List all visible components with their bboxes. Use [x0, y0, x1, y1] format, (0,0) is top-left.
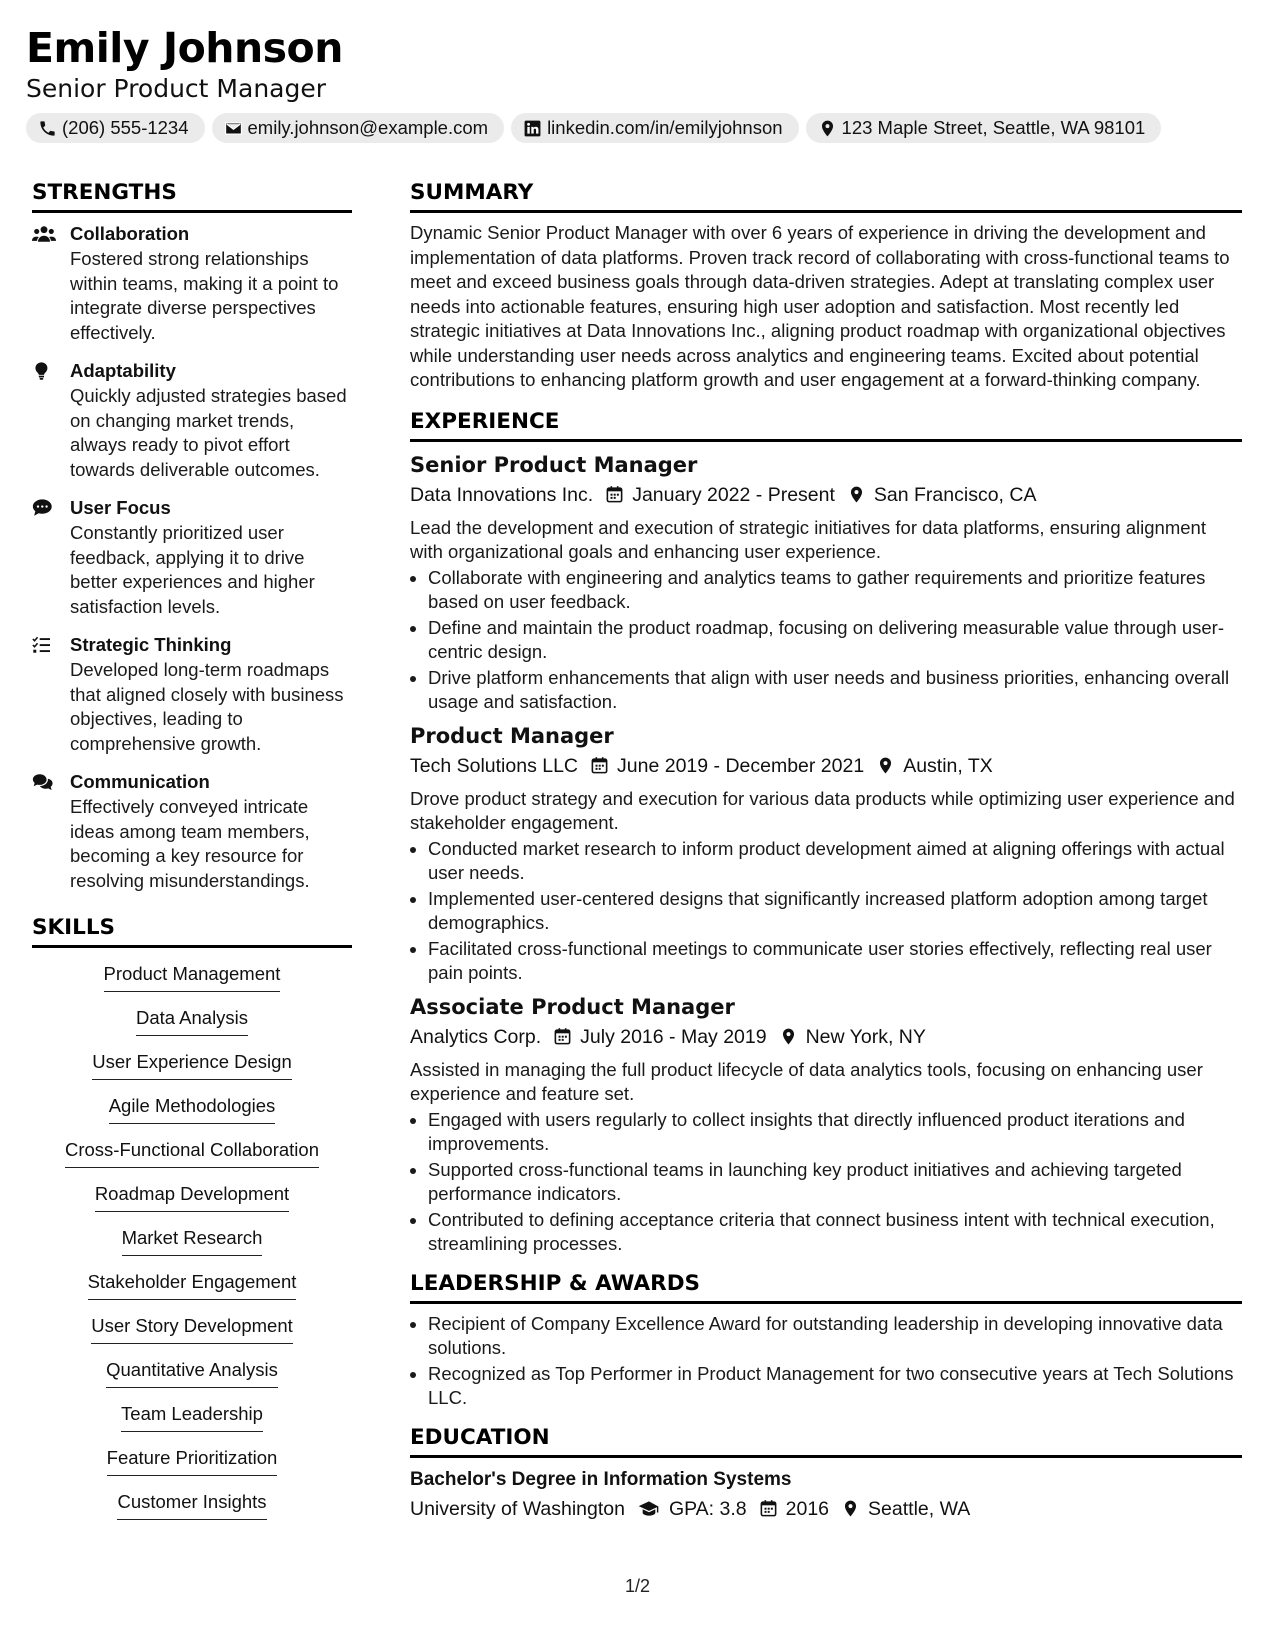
map-marker-icon [818, 119, 837, 138]
job-entry [410, 721, 1242, 986]
strength-desc: Fostered strong relationships within teams, making it a point to integrate diverse perspectives effectively. [70, 248, 339, 343]
skill-tag: Feature Prioritization [107, 1446, 278, 1476]
job-bullets [410, 1108, 1242, 1257]
strength-desc: Quickly adjusted strategies based on changing market trends, always ready to pivot effort towards deliverable outcomes. [70, 385, 347, 480]
job-bullet: • Conducted market research to inform product development aimed at aligning offerings with actual user needs. [428, 837, 1242, 886]
skill-tag: Market Research [122, 1226, 263, 1256]
strength-item [32, 221, 352, 345]
award-bullet: • Recognized as Top Performer in Product Management for two consecutive years at Tech Solutions LLC. [428, 1362, 1242, 1411]
summary-text: Dynamic Senior Product Manager with over 6 years of experience in driving the development and implementation of data platforms. Proven track record of collaborating with cross-functional teams to meet and exceed business goals through data-driven strategies. Adept at translating complex user needs into actionable features, ensuring high user adoption and satisfaction. Most recently led strategic initiatives at Data Innovations Inc., aligning product roadmap with organizational objectives while understanding user needs across analytics and engineering teams. Excited about potential contributions to enhancing platform growth and user engagement at a forward-thinking company. [410, 222, 1230, 390]
education-degree: Bachelor's Degree in Information Systems [410, 1468, 792, 1490]
job-bullet: • Supported cross-functional teams in launching key product initiatives and achieving targeted performance indicators. [428, 1158, 1242, 1207]
job-title: Senior Product Manager [410, 452, 698, 477]
job-company: Data Innovations Inc. [410, 483, 594, 506]
job-bullet: • Implemented user-centered designs that significantly increased platform adoption among target demographics. [428, 887, 1242, 936]
job-location: Austin, TX [903, 754, 993, 777]
strength-desc: Developed long-term roadmaps that aligned closely with business objectives, leading to comprehensive growth. [70, 659, 344, 754]
job-entry [410, 450, 1242, 715]
map-marker-icon [847, 485, 866, 504]
contact-bar [26, 113, 1161, 143]
education-year: 2016 [785, 1497, 830, 1520]
award-bullet: • Recipient of Company Excellence Award for outstanding leadership in developing innovative data solutions. [428, 1312, 1242, 1361]
education-meta [410, 1494, 1242, 1524]
linkedin-contact[interactable] [511, 113, 798, 143]
graduation-cap-icon [637, 1499, 661, 1518]
job-location: San Francisco, CA [873, 483, 1037, 506]
job-bullet: • Drive platform enhancements that align with user needs and business priorities, enhancing overall usage and satisfaction. [428, 666, 1242, 715]
calendar-icon [605, 485, 624, 504]
skill-tag: User Experience Design [92, 1050, 291, 1080]
job-meta [410, 751, 1242, 781]
skill-tag: Agile Methodologies [109, 1094, 276, 1124]
calendar-icon [759, 1499, 778, 1518]
map-marker-icon [876, 756, 895, 775]
job-company: Analytics Corp. [410, 1025, 542, 1048]
comment-icon [32, 498, 56, 518]
checklist-icon [32, 635, 56, 655]
users-icon [32, 224, 56, 244]
job-meta [410, 1022, 1242, 1052]
linkedin-text: linkedin.com/in/emilyjohnson [547, 117, 783, 138]
calendar-icon [590, 756, 609, 775]
job-description: Assisted in managing the full product lifecycle of data analytics tools, focusing on enhancing user experience and feature set. [410, 1058, 1203, 1104]
skill-tag: Team Leadership [121, 1402, 263, 1432]
address-text: 123 Maple Street, Seattle, WA 98101 [841, 117, 1146, 138]
job-meta [410, 480, 1242, 510]
education-gpa: GPA: 3.8 [668, 1497, 747, 1520]
skill-tag: User Story Development [91, 1314, 293, 1344]
leadership-heading: LEADERSHIP & AWARDS [410, 1269, 1242, 1304]
job-entry [410, 992, 1242, 1257]
skill-tag: Roadmap Development [95, 1182, 289, 1212]
strength-item [32, 769, 352, 893]
strength-title: User Focus [70, 497, 171, 518]
summary-heading: SUMMARY [410, 178, 1242, 213]
skill-tag: Data Analysis [136, 1006, 248, 1036]
address-contact [806, 113, 1162, 143]
candidate-title: Senior Product Manager [26, 74, 327, 103]
skill-tag: Cross-Functional Collaboration [65, 1138, 319, 1168]
job-bullets [410, 566, 1242, 715]
phone-contact[interactable] [26, 113, 205, 143]
phone-text: (206) 555-1234 [62, 117, 189, 138]
job-bullets [410, 837, 1242, 986]
skill-tag: Customer Insights [117, 1490, 266, 1520]
strength-title: Adaptability [70, 360, 176, 381]
education-heading: EDUCATION [410, 1423, 1242, 1458]
phone-icon [38, 119, 57, 138]
job-company: Tech Solutions LLC [410, 754, 579, 777]
strength-item [32, 358, 352, 482]
right-column [410, 178, 1242, 1530]
skill-tag: Product Management [104, 962, 281, 992]
skill-tag: Stakeholder Engagement [88, 1270, 297, 1300]
resume-header [26, 22, 343, 104]
strength-title: Strategic Thinking [70, 634, 232, 655]
skills-list [32, 962, 352, 1534]
job-bullet: • Engaged with users regularly to collect insights that directly influenced product iterations and improvements. [428, 1108, 1242, 1157]
strength-title: Collaboration [70, 223, 190, 244]
skill-tag: Quantitative Analysis [106, 1358, 278, 1388]
job-dates: July 2016 - May 2019 [580, 1025, 767, 1048]
email-text: emily.johnson@example.com [247, 117, 489, 138]
strength-item [32, 495, 352, 619]
candidate-name: Emily Johnson [26, 24, 343, 72]
job-bullet: • Collaborate with engineering and analytics teams to gather requirements and prioritize features based on user feedback. [428, 566, 1242, 615]
job-description: Lead the development and execution of strategic initiatives for data platforms, ensuring alignment with organizational goals and enhancing user experience. [410, 516, 1206, 562]
skills-heading: SKILLS [32, 913, 352, 948]
job-bullet: • Define and maintain the product roadmap, focusing on delivering measurable value through user-centric design. [428, 616, 1242, 665]
job-description: Drove product strategy and execution for various data products while optimizing user experience and stakeholder engagement. [410, 787, 1235, 833]
page-number: 1/2 [625, 1576, 651, 1596]
map-marker-icon [779, 1027, 798, 1046]
strength-desc: Constantly prioritized user feedback, applying it to drive better experiences and higher satisfaction levels. [70, 522, 315, 617]
calendar-icon [553, 1027, 572, 1046]
job-bullet: • Contributed to defining acceptance criteria that connect business intent with technical execution, streamlining processes. [428, 1208, 1242, 1257]
strength-title: Communication [70, 771, 210, 792]
strength-desc: Effectively conveyed intricate ideas among team members, becoming a key resource for resolving misunderstandings. [70, 796, 310, 891]
job-title: Associate Product Manager [410, 994, 735, 1019]
job-title: Product Manager [410, 723, 614, 748]
education-location: Seattle, WA [868, 1497, 971, 1520]
experience-heading: EXPERIENCE [410, 407, 1242, 442]
strength-item [32, 632, 352, 756]
lightbulb-icon [32, 361, 56, 381]
strengths-heading: STRENGTHS [32, 178, 352, 213]
leadership-bullets [410, 1312, 1242, 1411]
job-dates: January 2022 - Present [632, 483, 835, 506]
job-dates: June 2019 - December 2021 [617, 754, 865, 777]
linkedin-icon [523, 119, 542, 138]
job-location: New York, NY [805, 1025, 926, 1048]
map-marker-icon [841, 1499, 860, 1518]
comments-icon [32, 772, 56, 792]
email-contact[interactable] [212, 113, 505, 143]
envelope-icon [224, 119, 243, 138]
job-bullet: • Facilitated cross-functional meetings to communicate user stories effectively, reflecting real user pain points. [428, 937, 1242, 986]
left-column [32, 178, 352, 1534]
education-school: University of Washington [410, 1497, 625, 1520]
